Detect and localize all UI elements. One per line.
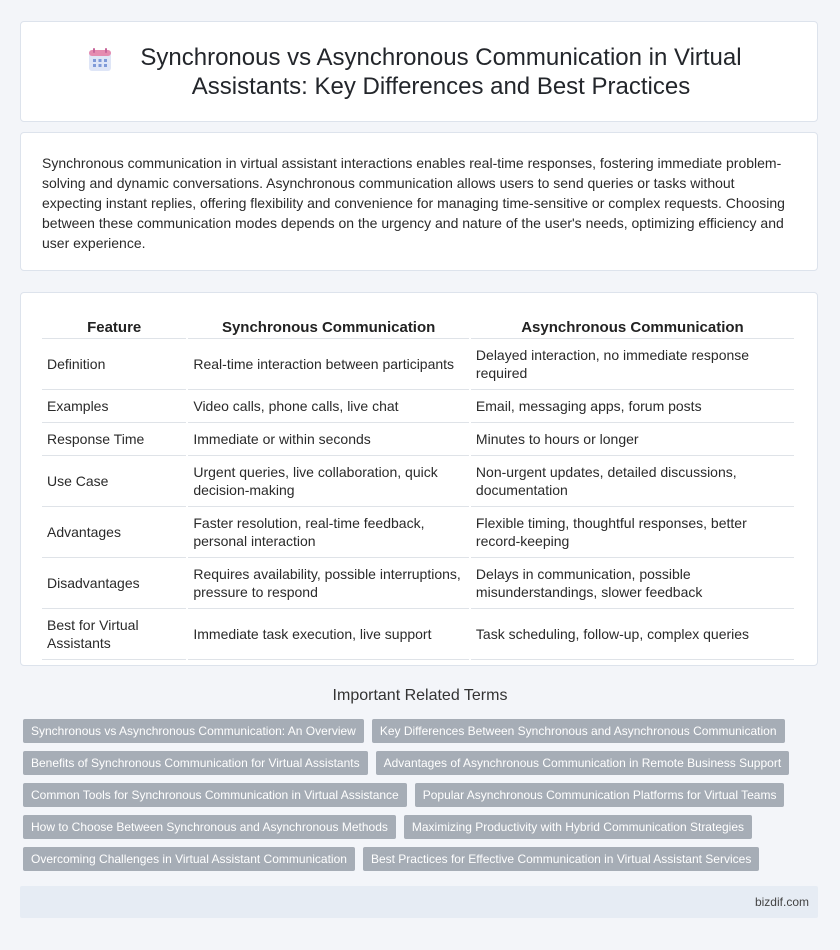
cell-feature: Definition — [42, 339, 186, 390]
cell-asynchronous: Email, messaging apps, forum posts — [471, 390, 794, 423]
related-term-tag[interactable]: Maximizing Productivity with Hybrid Communication Strategies — [404, 815, 752, 839]
cell-feature: Examples — [42, 390, 186, 423]
footer-site-link[interactable]: bizdif.com — [754, 895, 809, 909]
cell-feature: Advantages — [42, 507, 186, 558]
related-term-tag[interactable]: Best Practices for Effective Communication in Virtual Assistant Services — [363, 847, 759, 871]
cell-synchronous: Urgent queries, live collaboration, quick decision-making — [188, 456, 469, 507]
related-term-tag[interactable]: How to Choose Between Synchronous and Asynchronous Methods — [23, 815, 396, 839]
cell-feature: Response Time — [42, 423, 186, 456]
cell-feature: Use Case — [42, 456, 186, 507]
related-term-tag[interactable]: Advantages of Asynchronous Communication in Remote Business Support — [376, 751, 790, 775]
related-term-tag[interactable]: Synchronous vs Asynchronous Communication: An Overview — [23, 719, 364, 743]
cell-asynchronous: Non-urgent updates, detailed discussions, documentation — [471, 456, 794, 507]
related-term-tag[interactable]: Popular Asynchronous Communication Platforms for Virtual Teams — [415, 783, 785, 807]
cell-synchronous: Immediate task execution, live support — [188, 609, 469, 660]
table-row — [42, 390, 794, 423]
related-terms-list — [23, 719, 823, 879]
cell-asynchronous: Delayed interaction, no immediate response required — [471, 339, 794, 390]
related-term-tag[interactable]: Overcoming Challenges in Virtual Assistant Communication — [23, 847, 355, 871]
cell-synchronous: Requires availability, possible interruptions, pressure to respond — [188, 558, 469, 609]
cell-feature: Best for Virtual Assistants — [42, 609, 186, 660]
table-row — [42, 609, 794, 660]
table-row — [42, 423, 794, 456]
table-row — [42, 339, 794, 390]
cell-asynchronous: Minutes to hours or longer — [471, 423, 794, 456]
table-row — [42, 558, 794, 609]
related-term-tag[interactable]: Key Differences Between Synchronous and Asynchronous Communication — [372, 719, 785, 743]
calendar-icon — [87, 47, 113, 73]
cell-synchronous: Video calls, phone calls, live chat — [188, 390, 469, 423]
cell-asynchronous: Flexible timing, thoughtful responses, better record-keeping — [471, 507, 794, 558]
related-term-tag[interactable]: Benefits of Synchronous Communication for Virtual Assistants — [23, 751, 368, 775]
header-feature: Feature — [42, 313, 186, 339]
comparison-card — [20, 292, 818, 666]
table-row — [42, 456, 794, 507]
cell-asynchronous: Task scheduling, follow-up, complex queries — [471, 609, 794, 660]
table-header-row — [42, 313, 794, 339]
cell-synchronous: Immediate or within seconds — [188, 423, 469, 456]
header-asynchronous: Asynchronous Communication — [471, 313, 794, 339]
page-title: Synchronous vs Asynchronous Communication in Virtual Assistants: Key Differences and Best Practices — [140, 43, 742, 100]
cell-synchronous: Faster resolution, real-time feedback, personal interaction — [188, 507, 469, 558]
title-card — [20, 21, 818, 122]
intro-paragraph: Synchronous communication in virtual assistant interactions enables real-time responses, fostering immediate problem-solving and dynamic conversations. Asynchronous communication allows users to send queries or tasks without expecting instant replies, offering flexibility and convenience for managing time-sensitive or complex requests. Choosing between these communication modes depends on the urgency and nature of the user's needs, optimizing efficiency and user experience. — [42, 155, 785, 251]
intro-card — [20, 132, 818, 271]
related-terms-heading: Important Related Terms — [332, 687, 508, 704]
table-row — [42, 507, 794, 558]
cell-feature: Disadvantages — [42, 558, 186, 609]
footer — [20, 886, 818, 918]
related-term-tag[interactable]: Common Tools for Synchronous Communication in Virtual Assistance — [23, 783, 407, 807]
comparison-table — [40, 313, 796, 660]
cell-synchronous: Real-time interaction between participants — [188, 339, 469, 390]
header-synchronous: Synchronous Communication — [188, 313, 469, 339]
cell-asynchronous: Delays in communication, possible misunderstandings, slower feedback — [471, 558, 794, 609]
